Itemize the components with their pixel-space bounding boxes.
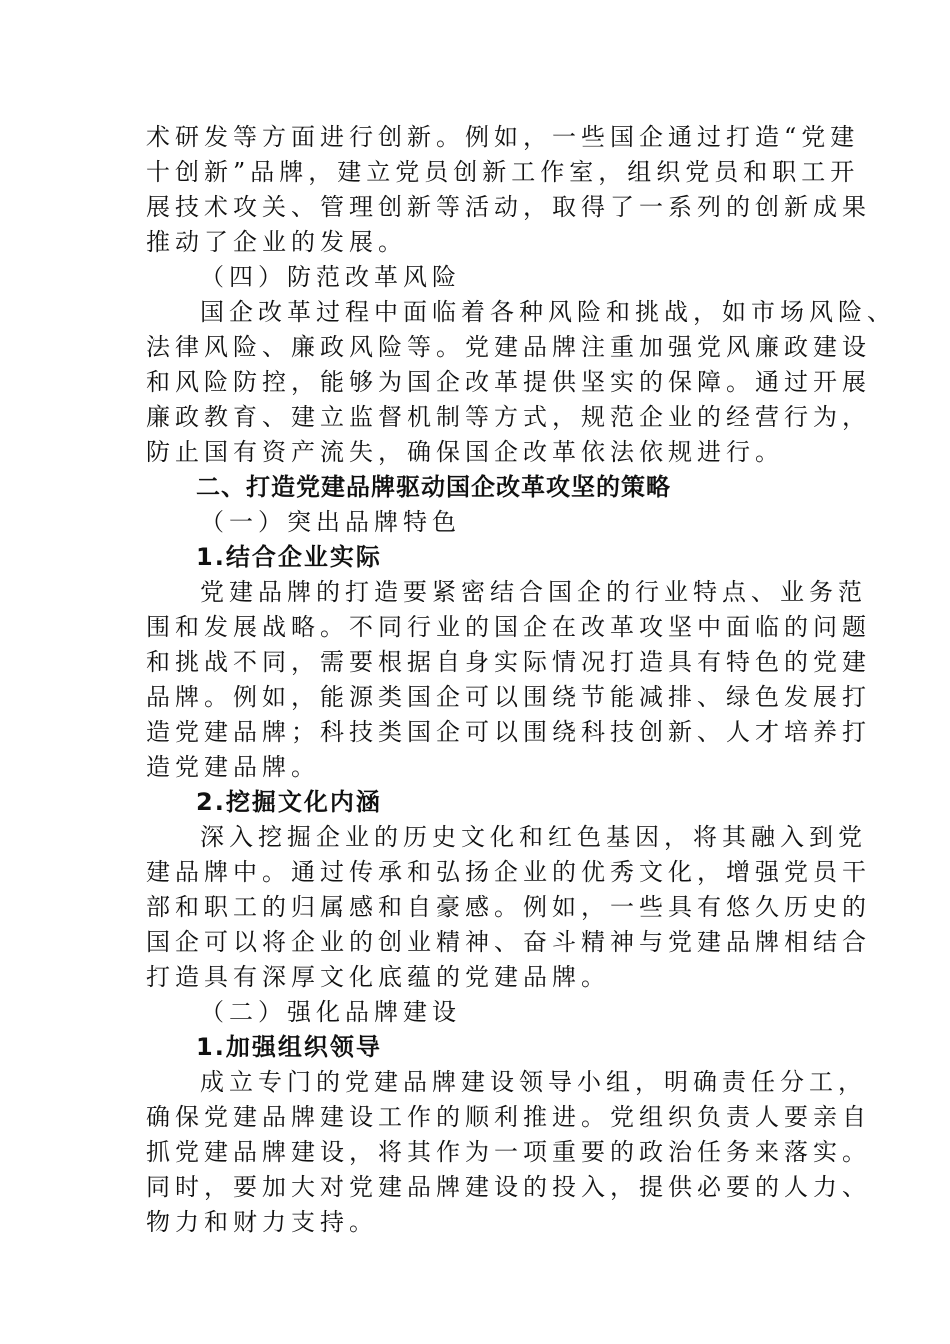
item-heading: 2.挖掘文化内涵 [196, 788, 382, 816]
subsection-heading: （四）防范改革风险 [200, 263, 461, 291]
paragraph-line: 抓党建品牌建设，将其作为一项重要的政治任务来落实。 [146, 1138, 871, 1166]
paragraph-line: 和风险防控，能够为国企改革提供坚实的保障。通过开展 [146, 368, 871, 396]
item-heading: 1.加强组织领导 [196, 1033, 382, 1061]
paragraph-line: 十创新”品牌，建立党员创新工作室，组织党员和职工开 [146, 158, 860, 186]
paragraph-line: 党建品牌的打造要紧密结合国企的行业特点、业务范 [200, 578, 867, 606]
paragraph-line: 推动了企业的发展。 [146, 228, 407, 256]
paragraph-line: 同时，要加大对党建品牌建设的投入，提供必要的人力、 [146, 1173, 871, 1201]
paragraph-line: 国企可以将企业的创业精神、奋斗精神与党建品牌相结合 [146, 928, 871, 956]
paragraph-line: 物力和财力支持。 [146, 1208, 378, 1236]
paragraph-line: 造党建品牌。 [146, 753, 320, 781]
paragraph-line: 打造具有深厚文化底蕴的党建品牌。 [146, 963, 610, 991]
subsection-heading: （一）突出品牌特色 [200, 508, 461, 536]
paragraph-line: 廉政教育、建立监督机制等方式，规范企业的经营行为， [146, 403, 871, 431]
paragraph-line: 造党建品牌；科技类国企可以围绕科技创新、人才培养打 [146, 718, 871, 746]
subsection-heading: （二）强化品牌建设 [200, 998, 461, 1026]
paragraph-line: 深入挖掘企业的历史文化和红色基因，将其融入到党 [200, 823, 867, 851]
paragraph-line: 和挑战不同，需要根据自身实际情况打造具有特色的党建 [146, 648, 871, 676]
paragraph-line: 部和职工的归属感和自豪感。例如，一些具有悠久历史的 [146, 893, 871, 921]
paragraph-line: 确保党建品牌建设工作的顺利推进。党组织负责人要亲自 [146, 1103, 871, 1131]
paragraph-line: 建品牌中。通过传承和弘扬企业的优秀文化，增强党员干 [146, 858, 871, 886]
paragraph-line: 围和发展战略。不同行业的国企在改革攻坚中面临的问题 [146, 613, 871, 641]
paragraph-line: 品牌。例如，能源类国企可以围绕节能减排、绿色发展打 [146, 683, 871, 711]
paragraph-line: 术研发等方面进行创新。例如，一些国企通过打造“党建 [146, 123, 860, 151]
paragraph-line: 法律风险、廉政风险等。党建品牌注重加强党风廉政建设 [146, 333, 871, 361]
paragraph-line: 成立专门的党建品牌建设领导小组，明确责任分工， [200, 1068, 867, 1096]
paragraph-line: 展技术攻关、管理创新等活动，取得了一系列的创新成果 [146, 193, 871, 221]
paragraph-line: 防止国有资产流失，确保国企改革依法依规进行。 [146, 438, 784, 466]
item-heading: 1.结合企业实际 [196, 543, 382, 571]
section-heading: 二、打造党建品牌驱动国企改革攻坚的策略 [196, 473, 671, 501]
paragraph-line: 国企改革过程中面临着各种风险和挑战，如市场风险、 [200, 298, 896, 326]
